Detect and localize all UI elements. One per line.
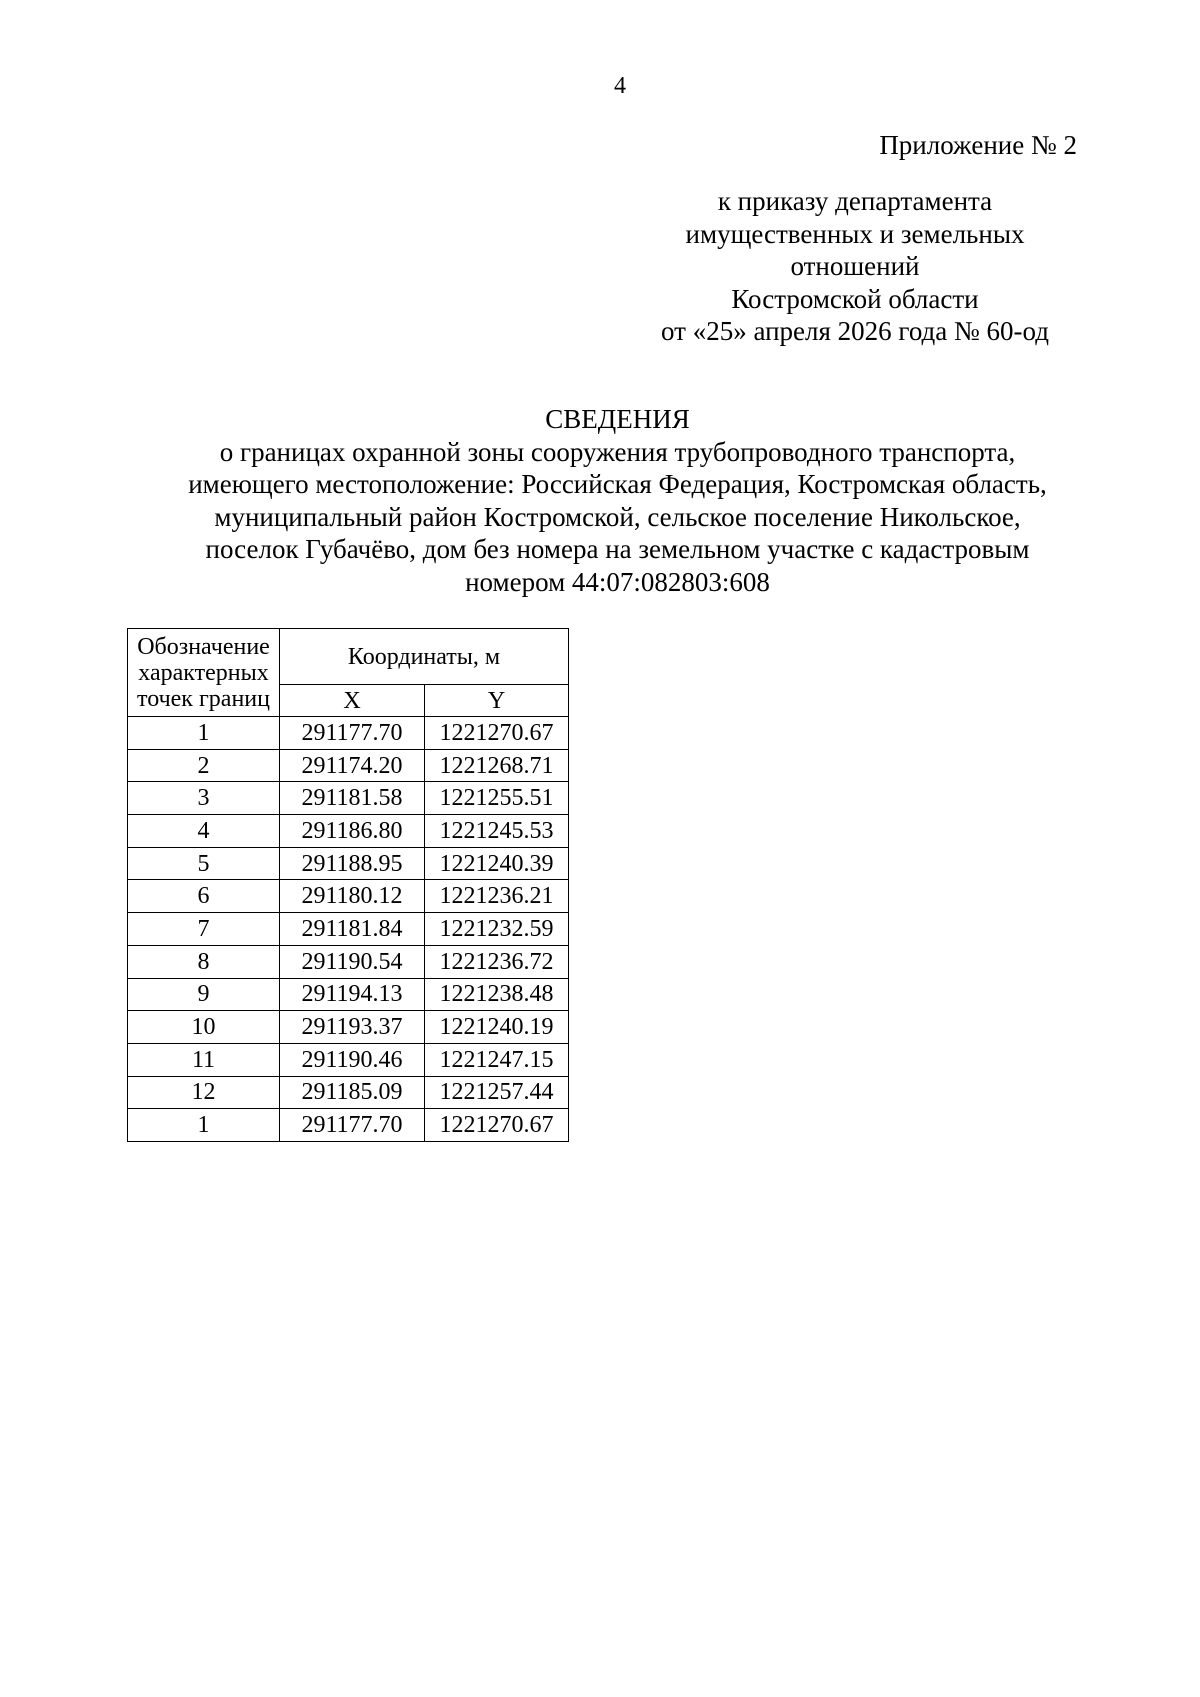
point-cell: 1 [128,717,280,750]
point-header-line: точек границ [137,685,270,712]
table-row [128,1043,569,1076]
x-cell: 291193.37 [280,1011,425,1044]
point-header-line: Обозначение [137,633,270,660]
table-row [128,847,569,880]
y-cell: 1221236.21 [425,880,569,913]
x-cell: 291188.95 [280,847,425,880]
table-row [128,717,569,750]
y-cell: 1221245.53 [425,815,569,848]
x-column-header: X [280,685,425,717]
x-cell: 291180.12 [280,880,425,913]
y-cell: 1221232.59 [425,913,569,946]
y-cell: 1221236.72 [425,945,569,978]
point-cell: 8 [128,945,280,978]
point-cell: 2 [128,749,280,782]
appendix-line: отношений [790,251,920,281]
appendix-title: Приложение № 2 [879,130,1077,160]
table-row [128,782,569,815]
table-row [128,913,569,946]
x-cell: 291194.13 [280,978,425,1011]
table-row [128,1076,569,1109]
appendix-line: Костромской области [731,283,979,314]
appendix-reference [615,185,1095,348]
y-cell: 1221257.44 [425,1076,569,1109]
y-cell: 1221270.67 [425,1109,569,1142]
x-cell: 291186.80 [280,815,425,848]
point-cell: 10 [128,1011,280,1044]
appendix-line: имущественных и земельных [685,218,1025,249]
x-cell: 291185.09 [280,1076,425,1109]
coordinates-table-body [128,717,569,1142]
table-row [128,880,569,913]
x-cell: 291174.20 [280,749,425,782]
x-cell: 291177.70 [280,1109,425,1142]
point-cell: 7 [128,913,280,946]
point-column-header [128,629,280,717]
heading-line: номером 44:07:082803:608 [465,566,770,597]
point-cell: 1 [128,1109,280,1142]
y-cell: 1221247.15 [425,1043,569,1076]
heading-line: поселок Губачёво, дом без номера на земельном участке с кадастровым [205,534,1030,564]
heading-line: имеющего местоположение: Российская Федерация, Костромская область, [188,469,1047,499]
y-cell: 1221268.71 [425,749,569,782]
table-row [128,978,569,1011]
appendix-date-line: от «25» апреля 2026 года № 60-од [661,316,1049,346]
y-cell: 1221238.48 [425,978,569,1011]
y-cell: 1221255.51 [425,782,569,815]
y-cell: 1221270.67 [425,717,569,750]
table-row [128,749,569,782]
heading-title: СВЕДЕНИЯ [545,404,690,434]
x-cell: 291181.58 [280,782,425,815]
point-cell: 6 [128,880,280,913]
x-cell: 291190.54 [280,945,425,978]
point-cell: 5 [128,847,280,880]
x-cell: 291181.84 [280,913,425,946]
table-row [128,1109,569,1142]
point-cell: 9 [128,978,280,1011]
table-row [128,945,569,978]
point-cell: 11 [128,1043,280,1076]
coordinates-header: Координаты, м [280,629,569,685]
point-cell: 3 [128,782,280,815]
appendix-line: к приказу департамента [717,186,993,216]
point-header-line: характерных [138,659,269,686]
point-cell: 4 [128,815,280,848]
x-cell: 291177.70 [280,717,425,750]
heading-line: о границах охранной зоны сооружения трубопроводного транспорта, [219,436,1016,467]
y-cell: 1221240.39 [425,847,569,880]
y-column-header: Y [425,685,569,717]
page-number: 4 [614,73,626,99]
y-cell: 1221240.19 [425,1011,569,1044]
heading-line: муниципальный район Костромской, сельское поселение Никольское, [214,501,1021,532]
x-cell: 291190.46 [280,1043,425,1076]
table-row [128,1011,569,1044]
coordinates-table [127,628,569,1142]
table-row [128,815,569,848]
document-heading [150,403,1085,598]
point-cell: 12 [128,1076,280,1109]
